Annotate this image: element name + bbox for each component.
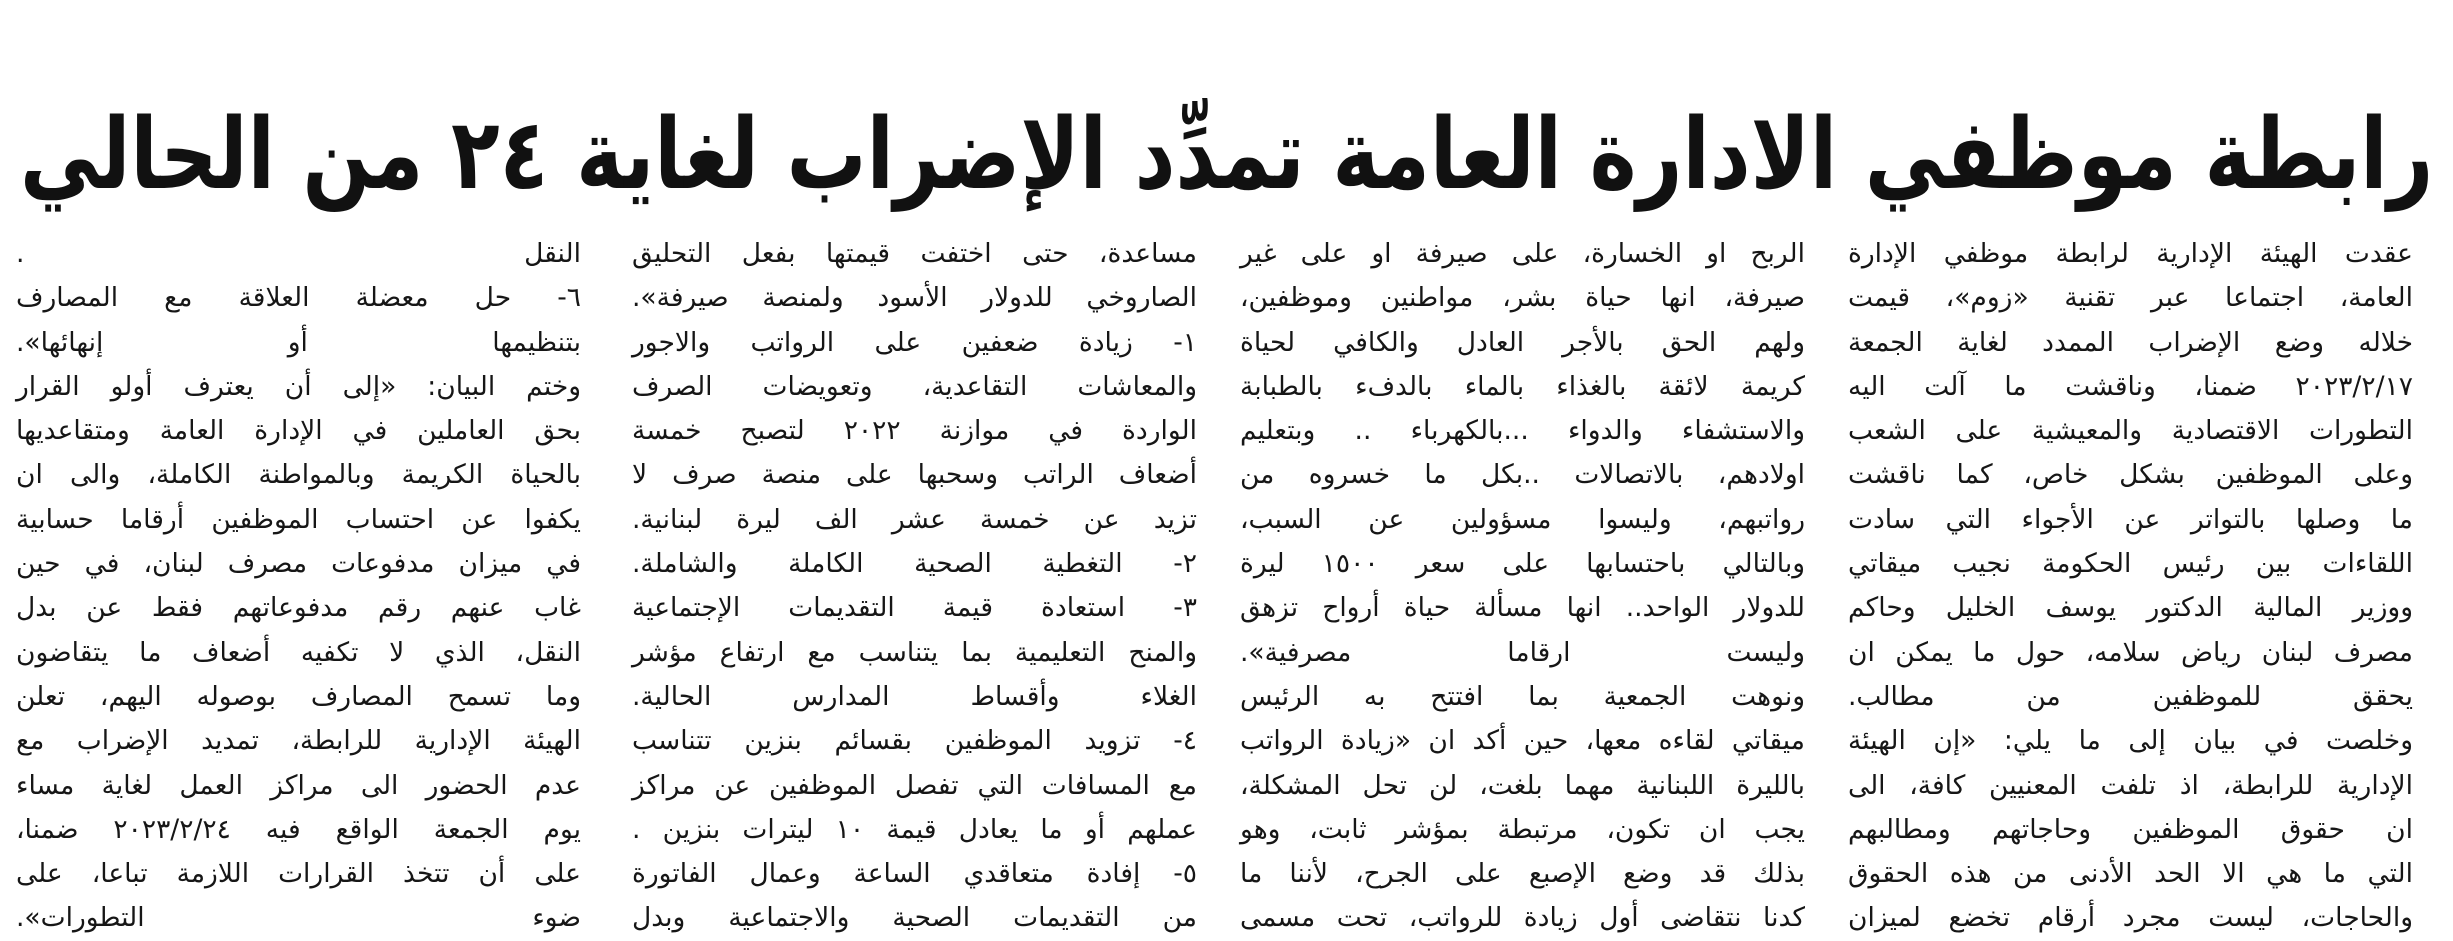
article-text-line: اللقاءات بين رئيس الحكومة نجيب ميقاتي	[1848, 548, 2413, 580]
article-text-line: تزيد عن خمسة عشر الف ليرة لبنانية.	[632, 503, 1197, 535]
article-text-line: ١- زيادة ضعفين على الرواتب والاجور	[632, 326, 1197, 358]
article-text-line: مع المسافات التي تفصل الموظفين عن مراكز	[632, 769, 1197, 801]
article-text-line: غاب عنهم رقم مدفوعاتهم فقط عن بدل	[16, 592, 581, 624]
article-text-line: بالحياة الكريمة وبالمواطنة الكاملة، والى ان	[16, 459, 581, 491]
article-text-line: النقل .	[16, 238, 581, 269]
article-text-line: العامة، اجتماعا عبر تقنية «زوم»، قيمت	[1848, 282, 2413, 314]
article-text-line: والمنح التعليمية بما يتناسب مع ارتفاع مؤشر	[632, 636, 1197, 668]
article-text-line: ٦- حل معضلة العلاقة مع المصارف	[16, 282, 581, 314]
article-text-line: التطورات الاقتصادية والمعيشية على الشعب	[1848, 415, 2413, 447]
article-text-line: وبالتالي باحتسابها على سعر ١٥٠٠ ليرة	[1240, 548, 1805, 580]
article-text-line: مصرف لبنان رياض سلامه، حول ما يمكن ان	[1848, 636, 2413, 668]
article-text-line: والمعاشات التقاعدية، وتعويضات الصرف	[632, 370, 1197, 402]
article-text-line: التي ما هي الا الحد الأدنى من هذه الحقوق	[1848, 858, 2413, 890]
article-column-4	[16, 232, 582, 934]
article-text-line: كدنا نتقاضى أول زيادة للرواتب، تحت مسمى	[1240, 902, 1805, 934]
article-text-line: يحقق للموظفين من مطالب.	[1848, 680, 2413, 712]
article-column-1	[1848, 232, 2413, 934]
article-text-line: ما وصلها بالتواتر عن الأجواء التي سادت	[1848, 503, 2413, 535]
article-text-line: في ميزان مدفوعات مصرف لبنان، في حين	[16, 548, 581, 580]
article-column-2	[1240, 232, 1805, 934]
article-text-line: كريمة لائقة بالغذاء بالماء بالدفء بالطبابة	[1240, 370, 1805, 402]
article-text-line: اولادهم، بالاتصالات ..بكل ما خسروه من	[1240, 459, 1805, 491]
article-text-line: والحاجات، ليست مجرد أرقام تخضع لميزان	[1848, 902, 2413, 934]
article-text-line: عقدت الهيئة الإدارية لرابطة موظفي الإدارة	[1848, 238, 2413, 269]
article-text-line: ٤- تزويد الموظفين بقسائم بنزين تتناسب	[632, 725, 1197, 757]
article-text-line: ٣- استعادة قيمة التقديمات الإجتماعية	[632, 592, 1197, 624]
article-column-3	[632, 232, 1197, 934]
article-text-line: وختم البيان: «إلى أن يعترف أولو القرار	[16, 370, 581, 402]
article-text-line: رواتبهم، وليسوا مسؤولين عن السبب،	[1240, 503, 1805, 535]
article-text-line: ان حقوق الموظفين وحاجاتهم ومطالبهم	[1848, 813, 2413, 845]
article-text-line: عملهم أو ما يعادل قيمة ١٠ ليترات بنزين .	[632, 813, 1197, 845]
article-text-line: للدولار الواحد.. انها مسألة حياة أرواح تزهق	[1240, 592, 1805, 624]
article-text-line: ٢٠٢٣/٢/١٧ ضمنا، وناقشت ما آلت اليه	[1848, 370, 2413, 402]
article-text-line: ضوء التطورات».	[16, 902, 581, 934]
article-text-line: ولهم الحق بالأجر العادل والكافي لحياة	[1240, 326, 1805, 358]
article-text-line: مساعدة، حتى اختفت قيمتها بفعل التحليق	[632, 238, 1197, 269]
article-text-line: ونوهت الجمعية بما افتتح به الرئيس	[1240, 680, 1805, 712]
headline-text: رابطة موظفي الادارة العامة تمدِّد الإضراب لغاية ٢٤ من الحالي	[19, 97, 2434, 212]
article-text-line: أضعاف الراتب وسحبها على منصة صرف لا	[632, 459, 1197, 491]
article-text-line: بتنظيمها أو إنهائها».	[16, 326, 581, 358]
article-text-line: وخلصت في بيان إلى ما يلي: «إن الهيئة	[1848, 725, 2413, 757]
article-text-line: ٥- إفادة متعاقدي الساعة وعمال الفاتورة	[632, 858, 1197, 890]
article-text-line: وليست ارقاما مصرفية».	[1240, 636, 1805, 668]
article-text-line: الربح او الخسارة، على صيرفة او على غير	[1240, 238, 1805, 269]
article-text-line: ميقاتي لقاءه معها، حين أكد ان «زيادة الرواتب	[1240, 725, 1805, 757]
article-text-line: الصاروخي للدولار الأسود ولمنصة صيرفة».	[632, 282, 1197, 314]
article-text-line: على أن تتخذ القرارات اللازمة تباعا، على	[16, 858, 581, 890]
article-text-line: الإدارية للرابطة، اذ تلفت المعنيين كافة، الى	[1848, 769, 2413, 801]
article-text-line: وعلى الموظفين بشكل خاص، كما ناقشت	[1848, 459, 2413, 491]
article-headline	[20, 82, 2433, 227]
article-text-line: بحق العاملين في الإدارة العامة ومتقاعديها	[16, 415, 581, 447]
article-text-line: الغلاء وأقساط المدارس الحالية.	[632, 680, 1197, 712]
article-text-line: الهيئة الإدارية للرابطة، تمديد الإضراب مع	[16, 725, 581, 757]
article-text-line: يوم الجمعة الواقع فيه ٢٠٢٣/٢/٢٤ ضمنا،	[16, 813, 582, 845]
article-text-line: خلاله وضع الإضراب الممدد لغاية الجمعة	[1848, 326, 2413, 358]
article-text-line: يكفوا عن احتساب الموظفين أرقاما حسابية	[16, 503, 581, 535]
article-text-line: وما تسمح المصارف بوصوله اليهم، تعلن	[16, 680, 581, 712]
article-text-line: ٢- التغطية الصحية الكاملة والشاملة.	[632, 548, 1197, 580]
article-text-line: عدم الحضور الى مراكز العمل لغاية مساء	[16, 769, 581, 801]
article-text-line: يجب ان تكون، مرتبطة بمؤشر ثابت، وهو	[1240, 813, 1805, 845]
article-text-line: بذلك قد وضع الإصبع على الجرح، لأننا ما	[1240, 858, 1805, 890]
article-text-line: النقل، الذي لا تكفيه أضعاف ما يتقاضون	[16, 636, 581, 668]
article-text-line: الواردة في موازنة ٢٠٢٢ لتصبح خمسة	[632, 415, 1197, 447]
article-text-line: والاستشفاء والدواء ...بالكهرباء .. وبتعليم	[1240, 415, 1805, 447]
article-text-line: من التقديمات الصحية والاجتماعية وبدل	[632, 902, 1197, 934]
article-text-line: صيرفة، انها حياة بشر، مواطنين وموظفين،	[1240, 282, 1805, 314]
article-text-line: بالليرة اللبنانية مهما بلغت، لن تحل المشكلة،	[1240, 769, 1805, 801]
article-text-line: ووزير المالية الدكتور يوسف الخليل وحاكم	[1848, 592, 2413, 624]
